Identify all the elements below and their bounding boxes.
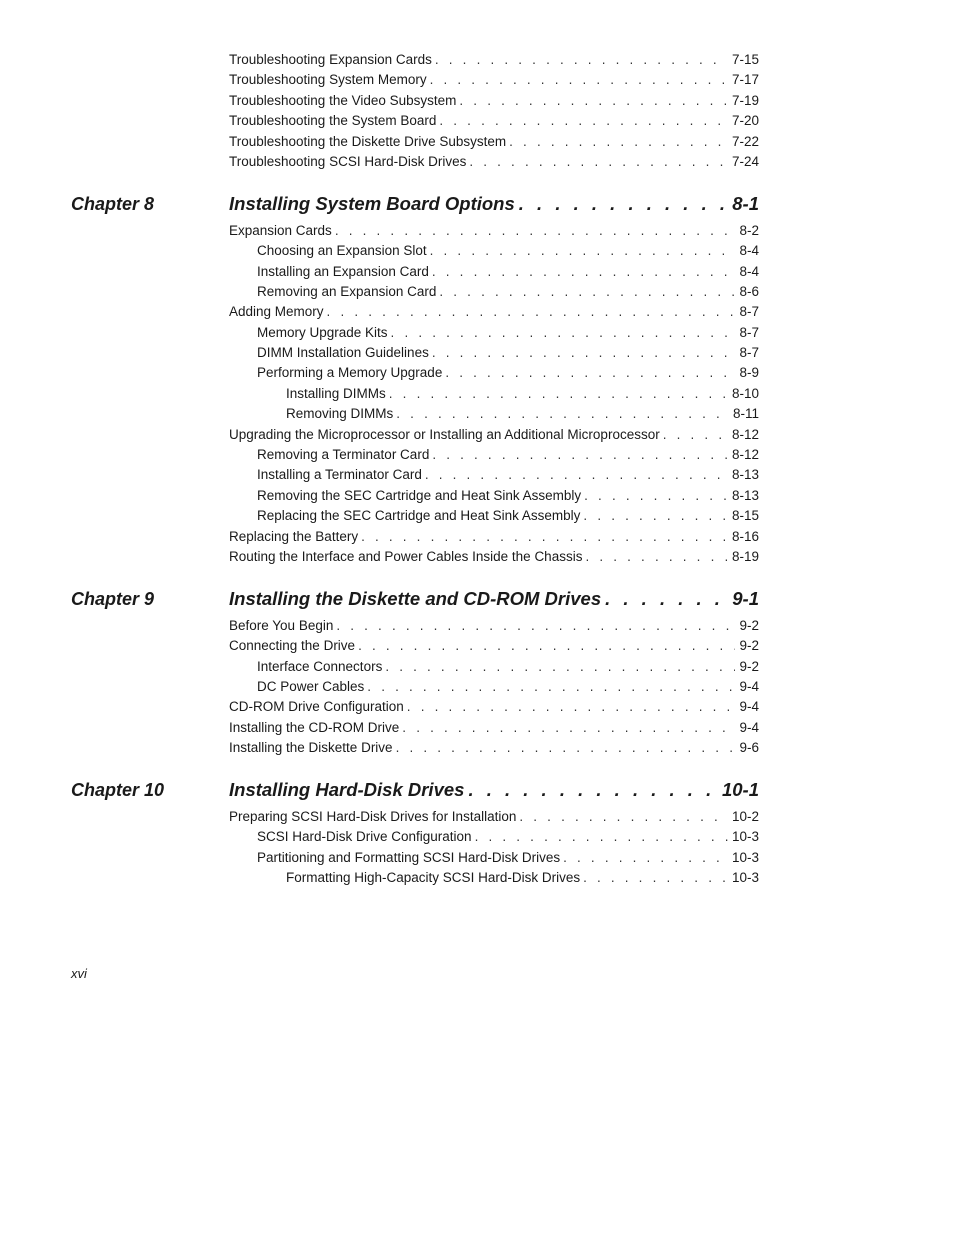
toc-entry-title: Troubleshooting System Memory	[229, 72, 427, 87]
leader-dots	[583, 868, 728, 888]
leader-dots	[563, 848, 728, 868]
toc-entry-page: 8-15	[731, 508, 759, 523]
chapter-label: Chapter 10	[71, 780, 165, 800]
toc-entry[interactable]	[257, 241, 759, 261]
toc-entry-title: Installing the Diskette Drive	[229, 740, 393, 755]
leader-dots	[445, 363, 735, 383]
chapter-page: 9-1	[732, 588, 759, 609]
leader-dots	[389, 384, 728, 404]
toc-entry[interactable]	[229, 527, 759, 547]
toc-entry-title: Interface Connectors	[257, 659, 383, 674]
leader-dots	[475, 827, 728, 847]
toc-entry-page: 7-19	[731, 93, 759, 108]
toc-entry[interactable]	[229, 132, 759, 152]
toc-entry-page: 10-3	[731, 829, 759, 844]
toc-entry[interactable]	[229, 70, 759, 90]
chapter-label: Chapter 8	[71, 194, 155, 214]
toc-entry[interactable]	[286, 384, 759, 404]
toc-entry[interactable]	[229, 697, 759, 717]
toc-entry[interactable]	[229, 616, 759, 636]
toc-entry[interactable]	[257, 363, 759, 383]
toc-entry-title: Installing DIMMs	[286, 386, 386, 401]
toc-entry[interactable]	[257, 486, 759, 506]
toc-entry-page: 10-3	[731, 850, 759, 865]
toc-entry-page: 9-4	[739, 699, 759, 714]
toc-entry-title: Adding Memory	[229, 304, 324, 319]
leader-dots	[361, 527, 728, 547]
toc-entry-title: Replacing the Battery	[229, 529, 359, 544]
toc-entry-page: 8-10	[731, 386, 759, 401]
chapter-title-entry[interactable]	[229, 191, 759, 217]
toc-entry-page: 9-4	[739, 679, 759, 694]
leader-dots	[469, 152, 728, 172]
toc-entry-page: 8-19	[731, 549, 759, 564]
toc-entry-title: Troubleshooting the Video Subsystem	[229, 93, 457, 108]
chapter-title: Installing the Diskette and CD-ROM Drives	[229, 588, 602, 609]
chapter-title-entry[interactable]	[229, 586, 759, 612]
toc-entry-title: Troubleshooting Expansion Cards	[229, 52, 432, 67]
toc-entry-title: Routing the Interface and Power Cables Inside the Chassis	[229, 549, 583, 564]
leader-dots	[519, 807, 728, 827]
toc-entry-page: 7-17	[731, 72, 759, 87]
leader-dots	[585, 547, 728, 567]
leader-dots	[425, 465, 728, 485]
toc-entry-page: 9-2	[739, 638, 759, 653]
toc-entry-page: 8-16	[731, 529, 759, 544]
leader-dots	[432, 445, 728, 465]
toc-entry-title: Removing a Terminator Card	[257, 447, 430, 462]
toc-entry-title: Preparing SCSI Hard-Disk Drives for Installation	[229, 809, 517, 824]
toc-entry[interactable]	[257, 282, 759, 302]
toc-entry-page: 8-4	[739, 243, 759, 258]
toc-entry-page: 8-7	[739, 304, 759, 319]
leader-dots	[439, 282, 735, 302]
toc-entry-page: 8-7	[739, 325, 759, 340]
toc-entry-page: 10-3	[731, 870, 759, 885]
toc-entry-page: 8-12	[731, 427, 759, 442]
leader-dots	[327, 302, 736, 322]
toc-entry-page: 7-20	[731, 113, 759, 128]
toc-entry-page: 8-13	[731, 467, 759, 482]
toc-entry[interactable]	[257, 848, 759, 868]
toc-entry-title: DC Power Cables	[257, 679, 365, 694]
leader-dots	[402, 718, 735, 738]
leader-dots	[509, 132, 728, 152]
toc-entry-title: Removing the SEC Cartridge and Heat Sink Assembly	[257, 488, 582, 503]
toc-entry[interactable]	[229, 91, 759, 111]
toc-entry-page: 9-4	[739, 720, 759, 735]
toc-entry-page: 7-24	[731, 154, 759, 169]
toc-entry-page: 8-9	[739, 365, 759, 380]
leader-dots	[605, 586, 724, 612]
toc-entry-title: Removing an Expansion Card	[257, 284, 437, 299]
toc-entry[interactable]	[229, 547, 759, 567]
toc-entry[interactable]	[229, 50, 759, 70]
toc-entry-title: Troubleshooting the System Board	[229, 113, 437, 128]
toc-entry-title: Performing a Memory Upgrade	[257, 365, 443, 380]
toc-entry[interactable]	[286, 404, 759, 424]
toc-entry-page: 8-2	[739, 223, 759, 238]
chapter-page: 8-1	[732, 193, 759, 214]
toc-entry-page: 8-12	[731, 447, 759, 462]
toc-entry[interactable]	[257, 465, 759, 485]
toc-entry-title: Choosing an Expansion Slot	[257, 243, 427, 258]
leader-dots	[336, 616, 735, 636]
toc-entry-page: 8-11	[732, 406, 759, 421]
leader-dots	[430, 241, 736, 261]
page-number: xvi	[71, 966, 87, 981]
toc-entry-title: Upgrading the Microprocessor or Installing an Additional Microprocessor	[229, 427, 660, 442]
toc-entry[interactable]	[257, 445, 759, 465]
toc-entry-page: 10-2	[731, 809, 759, 824]
toc-entry[interactable]	[229, 152, 759, 172]
toc-entry-page: 8-4	[739, 264, 759, 279]
toc-entry[interactable]	[229, 807, 759, 827]
chapter-title-entry[interactable]	[229, 777, 759, 803]
toc-entry-title: Replacing the SEC Cartridge and Heat Sink Assembly	[257, 508, 581, 523]
leader-dots	[435, 50, 728, 70]
chapter-title: Installing System Board Options	[229, 193, 515, 214]
leader-dots	[391, 323, 736, 343]
toc-entry[interactable]	[257, 677, 759, 697]
toc-entry-title: CD-ROM Drive Configuration	[229, 699, 404, 714]
toc-entry-title: Installing an Expansion Card	[257, 264, 429, 279]
toc-entry-page: 7-15	[731, 52, 759, 67]
toc-entry-title: DIMM Installation Guidelines	[257, 345, 429, 360]
toc-entry-title: Installing the CD-ROM Drive	[229, 720, 400, 735]
leader-dots	[432, 343, 736, 363]
toc-entry-title: Partitioning and Formatting SCSI Hard-Disk Drives	[257, 850, 561, 865]
toc-entry-title: Troubleshooting the Diskette Drive Subsystem	[229, 134, 507, 149]
toc-entry[interactable]	[257, 323, 759, 343]
toc-entry[interactable]	[257, 827, 759, 847]
toc-entry[interactable]	[286, 868, 759, 888]
leader-dots	[430, 70, 728, 90]
toc-entry[interactable]	[229, 221, 759, 241]
toc-entry-page: 9-6	[739, 740, 759, 755]
toc-entry[interactable]	[229, 425, 759, 445]
toc-entry[interactable]	[229, 302, 759, 322]
toc-entry[interactable]	[257, 262, 759, 282]
toc-entry-title: Expansion Cards	[229, 223, 332, 238]
leader-dots	[367, 677, 735, 697]
toc-entry-title: Installing a Terminator Card	[257, 467, 422, 482]
toc-entry-page: 7-22	[731, 134, 759, 149]
leader-dots	[584, 486, 728, 506]
toc-entry-page: 9-2	[739, 618, 759, 633]
toc-entry[interactable]	[229, 636, 759, 656]
toc-entry[interactable]	[229, 111, 759, 131]
leader-dots	[439, 111, 728, 131]
toc-entry-title: Connecting the Drive	[229, 638, 356, 653]
leader-dots	[663, 425, 728, 445]
toc-entry-page: 8-13	[731, 488, 759, 503]
leader-dots	[396, 404, 729, 424]
toc-entry-title: Removing DIMMs	[286, 406, 394, 421]
leader-dots	[407, 697, 736, 717]
chapter-title: Installing Hard-Disk Drives	[229, 779, 465, 800]
leader-dots	[459, 91, 728, 111]
toc-entry-page: 8-6	[739, 284, 759, 299]
toc-entry[interactable]	[257, 506, 759, 526]
chapter-page: 10-1	[721, 779, 759, 800]
leader-dots	[519, 191, 724, 217]
toc-entry[interactable]	[229, 718, 759, 738]
leader-dots	[432, 262, 736, 282]
toc-entry-title: Troubleshooting SCSI Hard-Disk Drives	[229, 154, 467, 169]
toc-entry[interactable]	[257, 657, 759, 677]
chapter-label: Chapter 9	[71, 589, 155, 609]
leader-dots	[396, 738, 736, 758]
toc-entry-page: 9-2	[739, 659, 759, 674]
leader-dots	[335, 221, 736, 241]
toc-entry-title: Formatting High-Capacity SCSI Hard-Disk Drives	[286, 870, 581, 885]
leader-dots	[358, 636, 735, 656]
leader-dots	[583, 506, 728, 526]
toc-entry[interactable]	[229, 738, 759, 758]
toc-entry-title: Memory Upgrade Kits	[257, 325, 388, 340]
toc-entry-title: Before You Begin	[229, 618, 334, 633]
toc-entry[interactable]	[257, 343, 759, 363]
leader-dots	[468, 777, 714, 803]
leader-dots	[385, 657, 735, 677]
toc-entry-title: SCSI Hard-Disk Drive Configuration	[257, 829, 472, 844]
toc-entry-page: 8-7	[739, 345, 759, 360]
